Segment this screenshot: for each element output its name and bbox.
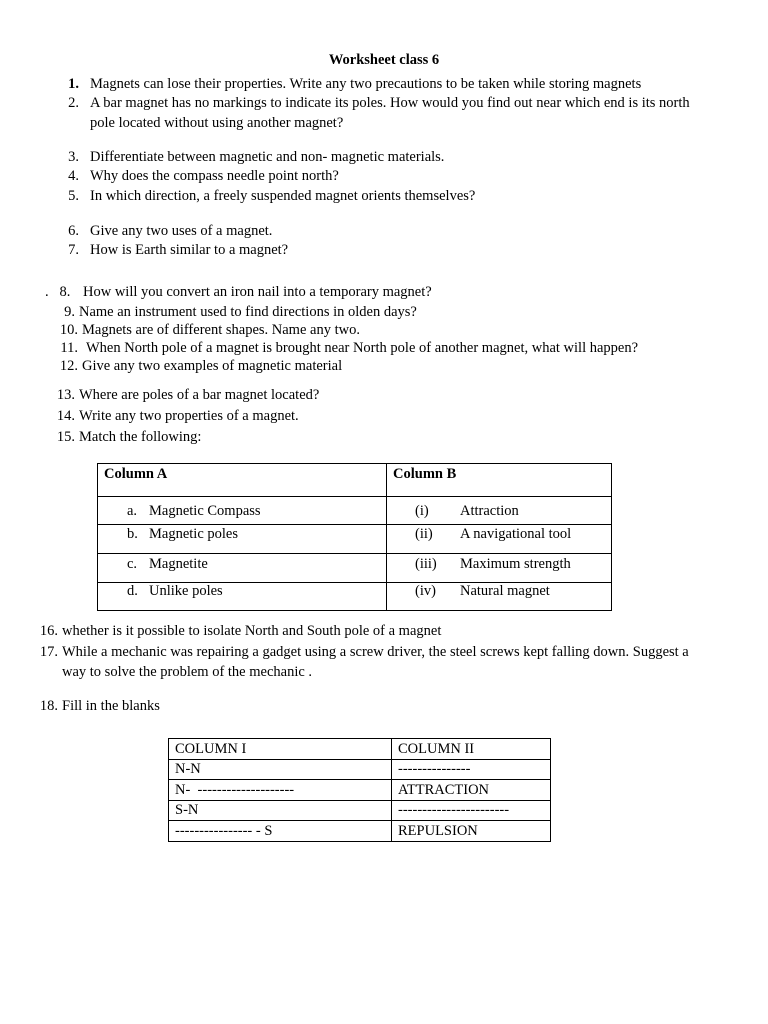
table-cell: ATTRACTION bbox=[392, 780, 551, 801]
question-text: A bar magnet has no markings to indicate its poles. How would you find out near which end is its north bbox=[90, 95, 690, 111]
question-text: How will you convert an iron nail into a temporary magnet? bbox=[83, 284, 432, 300]
item-text: Unlike poles bbox=[149, 583, 223, 599]
item-label: b. bbox=[127, 526, 138, 542]
table-cell: ---------------- - S bbox=[169, 821, 392, 842]
table-row bbox=[98, 525, 612, 554]
question-number: 17. bbox=[39, 644, 58, 660]
table-row bbox=[98, 583, 612, 611]
item-text: Magnetite bbox=[149, 556, 208, 572]
table-row bbox=[169, 821, 551, 842]
table-cell: N-N bbox=[169, 759, 392, 780]
table-row bbox=[169, 800, 551, 821]
question-number: 16. bbox=[39, 623, 58, 639]
column-ii-header: COLUMN II bbox=[392, 739, 551, 760]
question-number: 3. bbox=[68, 149, 79, 165]
question-number: 2. bbox=[68, 95, 79, 111]
question-text: How is Earth similar to a magnet? bbox=[90, 242, 289, 258]
item-text: Natural magnet bbox=[460, 583, 550, 599]
table-row bbox=[169, 780, 551, 801]
table-row bbox=[169, 759, 551, 780]
item-label: (i) bbox=[415, 503, 429, 519]
question-text: Match the following: bbox=[79, 429, 202, 445]
item-label: c. bbox=[127, 556, 138, 572]
question-text: While a mechanic was repairing a gadget using a screw driver, the steel screws kept falling down. Suggest a bbox=[62, 644, 689, 660]
question-number: 9. bbox=[64, 304, 75, 320]
column-b-header: Column B bbox=[387, 464, 612, 497]
question-number: 15. bbox=[56, 429, 75, 445]
question-number: . 8. bbox=[45, 284, 71, 300]
question-number: 12. bbox=[59, 358, 78, 374]
question-text: Why does the compass needle point north? bbox=[90, 168, 339, 184]
question-text: Differentiate between magnetic and non- magnetic materials. bbox=[90, 149, 445, 165]
question-text: whether is it possible to isolate North and South pole of a magnet bbox=[62, 623, 442, 639]
item-label: a. bbox=[127, 503, 138, 519]
table-row bbox=[98, 554, 612, 583]
fill-blanks-table bbox=[168, 738, 551, 842]
table-header-row bbox=[169, 739, 551, 760]
item-text: Magnetic Compass bbox=[149, 503, 261, 519]
table-cell: S-N bbox=[169, 800, 392, 821]
question-text: Give any two examples of magnetic material bbox=[82, 358, 343, 374]
question-number: 14. bbox=[56, 408, 75, 424]
question-number: 7. bbox=[68, 242, 79, 258]
match-table bbox=[97, 463, 612, 611]
question-number: 11. bbox=[60, 340, 78, 356]
item-text: Maximum strength bbox=[460, 556, 571, 572]
table-header-row bbox=[98, 464, 612, 497]
question-text: Where are poles of a bar magnet located? bbox=[79, 387, 320, 403]
question-number: 13. bbox=[56, 387, 75, 403]
table-cell: N- -------------------- bbox=[169, 780, 392, 801]
question-text: In which direction, a freely suspended magnet orients themselves? bbox=[90, 188, 476, 204]
question-text: Magnets are of different shapes. Name any two. bbox=[82, 322, 360, 338]
question-text: Magnets can lose their properties. Write any two precautions to be taken while storing magnets bbox=[90, 76, 642, 92]
item-label: (ii) bbox=[415, 526, 433, 542]
worksheet-title: Worksheet class 6 bbox=[328, 52, 440, 68]
question-number: 5. bbox=[68, 188, 79, 204]
question-text: Give any two uses of a magnet. bbox=[90, 223, 273, 239]
question-text: Name an instrument used to find directions in olden days? bbox=[79, 304, 417, 320]
question-number: 18. bbox=[39, 698, 58, 714]
item-text: A navigational tool bbox=[460, 526, 572, 542]
question-text-continued: pole located without using another magnet? bbox=[90, 115, 344, 131]
item-label: (iv) bbox=[415, 583, 436, 599]
table-row bbox=[98, 497, 612, 525]
item-label: d. bbox=[127, 583, 138, 599]
question-number: 6. bbox=[68, 223, 79, 239]
question-text: Write any two properties of a magnet. bbox=[79, 408, 299, 424]
column-a-header: Column A bbox=[98, 464, 387, 497]
table-cell: --------------- bbox=[392, 759, 551, 780]
table-cell: REPULSION bbox=[392, 821, 551, 842]
question-number: 4. bbox=[68, 168, 79, 184]
table-cell: ----------------------- bbox=[392, 800, 551, 821]
question-text: When North pole of a magnet is brought near North pole of another magnet, what will happen? bbox=[86, 340, 639, 356]
item-text: Magnetic poles bbox=[149, 526, 238, 542]
column-i-header: COLUMN I bbox=[169, 739, 392, 760]
question-number: 1. bbox=[68, 76, 79, 92]
question-text-continued: way to solve the problem of the mechanic . bbox=[62, 664, 313, 680]
item-text: Attraction bbox=[460, 503, 519, 519]
question-number: 10. bbox=[59, 322, 78, 338]
item-label: (iii) bbox=[415, 556, 437, 572]
question-text: Fill in the blanks bbox=[62, 698, 160, 714]
